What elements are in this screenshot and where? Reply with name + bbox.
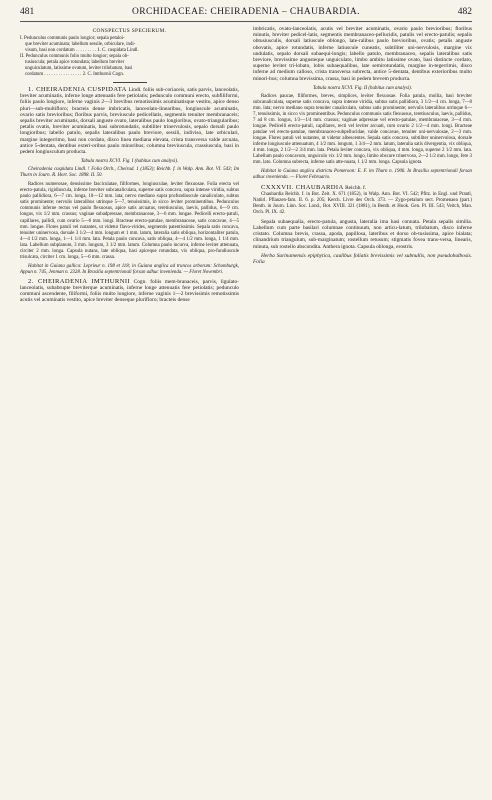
species-1-name: 1. CHEIRADENIA CUSPIDATA [28,86,127,93]
species-1-citation: Cheiradenia cuspidata Lindl. ! Folia Orch., Cheirad. 1 (1853); Reichb. f. in Walp. Ann. Bot. VI. 543; Im Thurn in Journ. R. Hort. Soc. 1898. II. 50. [20,167,239,179]
key-line: tusiuscula; petala apice rotundata; labellum breviter [25,60,125,65]
key-line: unguiculatum, latissime ovatum, leviter trilobatum, basi [25,66,133,71]
species-1-text: foliis sub-coriaceis, satis parvis, lanceolatis, breviter acuminatis, inferne longe attenuatis fere petiolatis; pedunculo communi erecto, subfiliformi, foliis paulo longiore, inferne vaginis 2—3 brevibus remotissimis acuminatisque vestito, apice denso pluri—sub-multiflorо; bracteis dense imbricatis, lanceolato-linearibus, longiuscule acuminatis, ovario satis brevioribus; floribus parvis, breviuscule pedicellatis, segmentis tenuiter membranaceis; sepalis breviter acuminatis, dorsali anguste ovato, lateralibus paulo longioribus, ovato-triangularibus; petalis ovatis, breviter acuminatis, basi subrotundatis, subtiliter trinervulosis, sepalo dorsali paulo longioribus; labello patulo, sepalis lateralibus paulo breviore, sessili, indiviso, late orbiculari, margine integerrimo, basi non cordato, disco linea mediana elevata, crista transversa valde arcuata, antice 5-dentata, dentibus exteri-oribus paulo minoribus; columna breviuscula, crassiuscula, basi in pedem longiusculum producta. [20,87,239,156]
species-2-plate-ref: Tabula nostra XCVI. Fig. II (habitus cum analysi). [313,85,412,91]
conspectus-title: CONSPECTUS SPECIERUM. [92,28,167,34]
genus-description: Sepala subaequalia, erecto-patula, angusta, lateralia ima basi connata. Petala sepalis similia. Labellum cum parte basilari columnae continuum, non articu-latum, trilobatum, disco inferne cristato. Columna brevis, crassa, apoda, papillosa, lateribus et dorso ob-tusissima, apice bialata; clinandrium triangulum, sub-marginatum; rostellum retusum; stigmatis fovea trans-versa, linearis, minuta, sub rostello abscondita. Anthera ignota. Capsula oblonga, erostris. [253,218,472,250]
species-key [20,36,239,78]
species-1-diagnosis [20,87,239,155]
key-line: II. Pedunculus communis folio multo longior; sepala ob- [20,54,129,59]
key-line: que breviter acuminata; labellum sessile, orbiculare, indi- [25,42,136,47]
page-number-left: 481 [20,7,35,17]
species-2-name: 2. CHEIRADENIA IMTHURNII [28,277,131,285]
species-1-habitat: Habitat in Guiana gallica: Leprieur n. 198 et 118; in Guiana anglica ad truncos arborum: Schomburgk, Appun n. 745, Jenman n. 2328. In Brasilia septentrionali forsan adhuc inveniendа. — Floret Novembri. [20,263,239,275]
species-2-text: foliis mem-branaceis, parvis, ligulato-lanceolatis, subabrupte breviterque acuminatis, inferne longe attenuatis fere petiolatis; pedunculo communi ascendente, filiformi, foliis multo longiore, inferne vaginis 1—2 brevissimis remotissimis acutis vel acuminatis vestito, apice breviter denseque pluriflorо; bracteis dense [20,278,239,304]
genus-citation: Chaubardia Reichb. f. in Bot. Zeit. X. 671 (1852), in Walp. Ann. Bot. VI. 542; Pfitz. in Engl. und Prantl, Natürl. Pflanzen-fam. II. 6. p. 205; Kerch. Livre des Orch. 373. — Zygo-petalum sect. Promenaea (part.) Benth. in Journ. Linn. Soc. Lond., Bot. XVIII. 321 (1881), in Benth. et Hook. Gen. Pl. III. 543; Veitch, Man. Orch. Pl. IX. 42. [253,191,472,215]
species-1-author: Lindl. [128,87,142,93]
genus-habit: Herba Surinamensis epiphytica, caulibus foliatis brevissimis vel subnullis, non pseudobulbosis. Folia [253,252,472,265]
genus-name: CXXXVII. CHAUBARDIA [261,184,344,192]
species-2-description: Radices paucae, filiformes, breves, simplices, leviter flexuosae. Folia patula, mollia, basi breviter subcanaliculata, superne satis concava, supra intense viridia, subtus satis pallidiora, 3 1/2—4 cm. longa, 7—8 mm. lata; nervo mediano supra tenuiter canaliculato, subtus satis prominente; nervulis lateralibus utrinque 6—7, tenuissimis, in sicco vix prominentibus. Pedunculus communis satis flexuosus, teretiusculus, laevis, pallidus, 7 ad 8 cm. longus, 1/3—1/4 mm. crassus; vaginae adpressae vel erecto-patulae, membranaceae, 3—4 mm. longae. Pedicelli erecto-patuli, capillares, recti vel leviter arcuati, cum ovario 2 1/2—4 mm. longi. Bracteae patulae vel erecto-patulae, membranaceo-subpellucidae, valde concavae, tenuiter uni-nervulosae, 2—3 mm. longae. Flores patuli vel nutantes, ut videtur albescentes. Sepala satis concava, subtiliter uninervulosa, dorsale inferne longiuscule attenuatum, 4 1/2 mm. longum, 1 3/4—2 mm. latum, lateralia satis divergentia, vix obliqua, 4 mm. longa, 2 1/2—2 3/4 mm. lata. Petala leviter concava, vix obliqua, 4 mm. longa, superne 2 1/2 mm. lata. Labellum paulo concavum, unguiculo vix 1/2 mm. longo, limbo obscure trinervoso, 2—2 1/2 mm. longo, fere 3 mm. lato. Columna subrecta, inferne satis atte-nuata, 1 1/2 mm. longa. Capsula ignota. [253,93,472,166]
separator [113,82,147,83]
running-title: ORCHIDACEAE: CHEIRADENIA – CHAUBARDIA. [132,7,360,17]
key-line: I. Pedunculus communis paulo longior; sepala petaloi- [20,36,125,41]
page-number-right: 482 [457,7,472,17]
species-2-author: Cogn. [133,278,147,285]
species-2-habitat: Habitat in Guiana anglica districtu Pomeroon: E. F. im Thurn n. 1906. In Brasilia septentrionali forsan adhuc invenienda. — Floret Februario. [253,169,472,181]
key-line: visum, basi non cordatum . . . . . . . . . 1. C. cuspidata Lindl. [25,48,139,53]
right-column [253,26,472,796]
running-header [20,7,472,19]
header-rule [20,21,472,22]
species-1-description: Radices numerosae, densissime fasciculatae, filiformes, longiusculae, leviter flexuosae. Folia erecta vel erecto-patula, rigidiuscula, inferne breviter subcanaliculata, superne satis concava, supra intense viridia, subtus paulo pallidiora, 6—7 cm. longa, 10—12 mm. lata; nervo medianо supra profundiuscule canaliculato, subtus satis prominente; nervulis lateralibus utrinque 5—7, tenuissimis, in sicco leviter prominentibus. Pedunculus communis inferne rectus vel paulo flexuosus, apice satis arcuatus, teretiusculus, laevis, pallidus, 6—9 cm. longus, vix 1/2 mm. crassus; vaginae subadpressae, membranaceae, 3—6 mm. longae. Pedicelli erecto-patuli, capillares, pallidi, cum ovario 5—6 mm. longi. Bracteae erecto-patulae, membranaceae, satis concavae, 4—5 mm. longae. Flores patuli vel nutantes, ut videtur flavo-virides, segmentis patentissimis. Sepala satis concava, tenuiter uninervosa, dorsale 3 1/2—4 mm. longum et 1 mm. latum, lateralia satis obliqua, horizontaliter patula, 4—4 1/2 mm. longa, 1—1 1/4 mm. lata. Petala paulo concava, satis obliqua, 4—4 1/2 mm. longa, 1 1/4 mm. lata. Labellum subplanum, 3 mm. longum, 3 1/2 mm. latum. Columna paulo incurva, inferne leviter attenuata, circiter 2 mm. longa. Capsula nutans, late obliqua, basi apiceque rotundata, vix obliqua, pro-fundiuscule trisulcata, circiter 1 cm. longa, 5—6 mm. crassa. [20,182,239,260]
key-line: cordatum . . . . . . . . . . . . . . . . 2. C. Imthurnii Cogn. [25,72,124,77]
species-2-diagnosis [20,279,239,304]
species-2-diagnosis-cont: imbricatis, ovato-lanceolatis, acutis vel breviter acuminatis, ovario paulo brevioribus; floribus minutis, breviter pedicel-latis, segmentis membranaceo-pellucidis, patulis vel erecto-patulis; sepalis obtusiusculis, dorsali latiuscule oblongo, late-ralibus paulo brevioribus, ovatis; petalis anguste obovatis, apice rotundatis, inferne latiuscule cuneatis, subtiliter uni-nervulosis, margine vix undulatis, sepalo dorsali subaequi-longis; labello patulo, membranaceo, sepalis lateralibus satis breviore, brevissime angusteque unguiculato, limbo ambitu latissime ovato, basi distincte cordato, superne leviter tri-lobato, lobis subaequalibus, late semirotundatis, margine in-tegerrimis, disco inferne ad medium calloso, crista transversa subrecta, antice 5-dentata, dentibus exterioribus multo minori-bus; columna brevissima, crassa, basi in pedem brevem producta. [253,26,472,82]
genus-author: Reichb. f. [345,185,367,192]
left-column [20,26,239,796]
species-1-plate-ref: Tabula nostra XCVI. Fig. I (habitus cum analysi). [80,159,179,165]
